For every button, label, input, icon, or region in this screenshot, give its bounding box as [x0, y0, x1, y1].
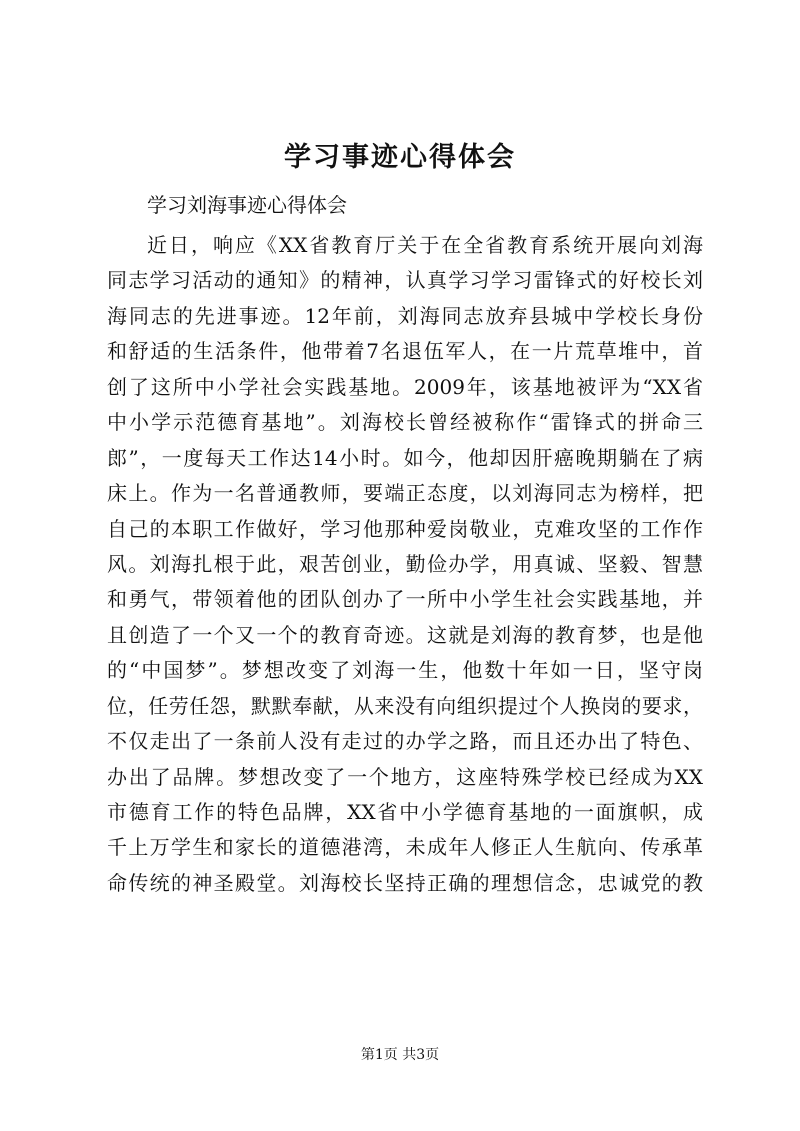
paragraph-line: 自己的本职工作做好，学习他那种爱岗敬业，克难攻坚的工作作 — [107, 516, 703, 541]
page-title: 学习事迹心得体会 — [284, 142, 516, 173]
paragraph-line: 位，任劳任怨，默默奉献，从来没有向组织提过个人换岗的要求， — [107, 693, 703, 718]
paragraph-line: 的“中国梦”。梦想改变了刘海一生，他数十年如一日，坚守岗 — [107, 658, 703, 683]
paragraph-line: 和勇气，带领着他的团队创办了一所中小学生社会实践基地，并 — [107, 587, 703, 612]
paragraph-line: 不仅走出了一条前人没有走过的办学之路，而且还办出了特色、 — [107, 729, 703, 754]
paragraph-line: 办出了品牌。梦想改变了一个地方，这座特殊学校已经成为XX — [107, 764, 703, 789]
paragraph-line: 郎”，一度每天工作达14小时。如今，他却因肝癌晚期躺在了病 — [107, 445, 703, 470]
page-number-footer: 第1页 共3页 — [360, 1047, 440, 1063]
paragraph-line: 同志学习活动的通知》的精神，认真学习学习雷锋式的好校长刘 — [107, 268, 703, 293]
paragraph-line: 床上。作为一名普通教师，要端正态度，以刘海同志为榜样，把 — [107, 481, 703, 506]
paragraph-line: 和舒适的生活条件，他带着7名退伍军人，在一片荒草堆中，首 — [107, 339, 703, 364]
paragraph-line: 命传统的神圣殿堂。刘海校长坚持正确的理想信念，忠诚党的教 — [107, 870, 703, 895]
document-subtitle: 学习刘海事迹心得体会 — [147, 193, 347, 217]
body-paragraph — [107, 228, 703, 901]
paragraph-line: 且创造了一个又一个的教育奇迹。这就是刘海的教育梦，也是他 — [107, 622, 703, 647]
paragraph-line: 千上万学生和家长的道德港湾，未成年人修正人生航向、传承革 — [107, 835, 703, 860]
paragraph-line: 创了这所中小学社会实践基地。2009年，该基地被评为“XX省 — [107, 374, 703, 399]
paragraph-line: 中小学示范德育基地”。刘海校长曾经被称作“雷锋式的拼命三 — [107, 410, 703, 435]
paragraph-line: 市德育工作的特色品牌，XX省中小学德育基地的一面旗帜，成 — [107, 800, 703, 824]
paragraph-line: 风。刘海扎根于此，艰苦创业，勤俭办学，用真诚、坚毅、智慧 — [107, 551, 703, 576]
paragraph-line: 近日，响应《XX省教育厅关于在全省教育系统开展向刘海 — [147, 233, 703, 257]
paragraph-line: 海同志的先进事迹。12年前，刘海同志放弃县城中学校长身份 — [107, 303, 703, 328]
